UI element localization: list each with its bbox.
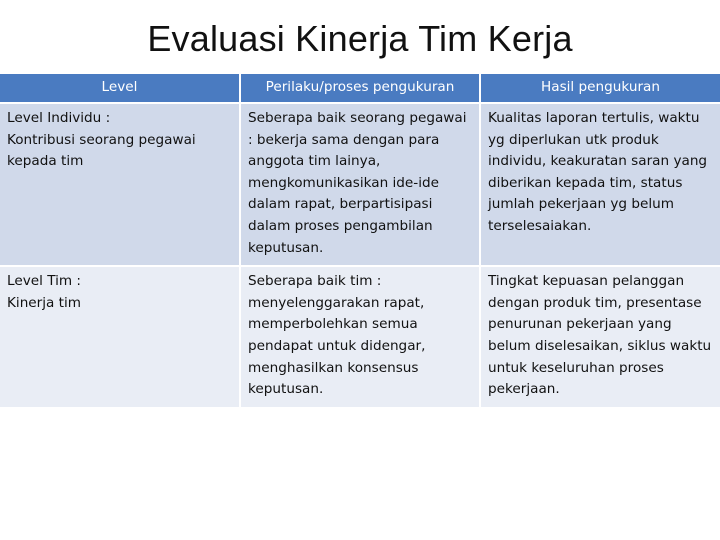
process-cell: Seberapa baik tim : menyelenggarakan rapat, memperbolehkan semua pendapat untuk didengar, menghasilkan konsensus keputusan. — [240, 266, 480, 408]
result-cell: Kualitas laporan tertulis, waktu yg diperlukan utk produk individu, keakuratan saran yang diberikan kepada tim, status jumlah pekerjaan yg belum terselesaiakan. — [480, 103, 720, 266]
process-cell: Seberapa baik seorang pegawai : bekerja sama dengan para anggota tim lainya, mengkomunikasikan ide-ide dalam rapat, berpartisipasi dalam proses pengambilan keputusan. — [240, 103, 480, 266]
header-level: Level — [0, 74, 240, 103]
header-result: Hasil pengukuran — [480, 74, 720, 103]
evaluation-table — [0, 74, 720, 409]
page-title: Evaluasi Kinerja Tim Kerja — [147, 18, 573, 59]
level-cell — [0, 103, 240, 266]
header-process: Perilaku/proses pengukuran — [240, 74, 480, 103]
level-description: Kontribusi seorang pegawai kepada tim — [7, 131, 196, 170]
level-name: Level Individu : — [7, 110, 111, 126]
level-description: Kinerja tim — [7, 294, 82, 311]
level-cell — [0, 266, 240, 408]
table-header-row — [0, 74, 720, 103]
table-row — [0, 266, 720, 408]
result-cell: Tingkat kepuasan pelanggan dengan produk tim, presentase penurunan pekerjaan yang belum diselesaikan, siklus waktu untuk keseluruhan proses pekerjaan. — [480, 266, 720, 408]
table-row — [0, 103, 720, 266]
level-name: Level Tim : — [7, 273, 82, 290]
